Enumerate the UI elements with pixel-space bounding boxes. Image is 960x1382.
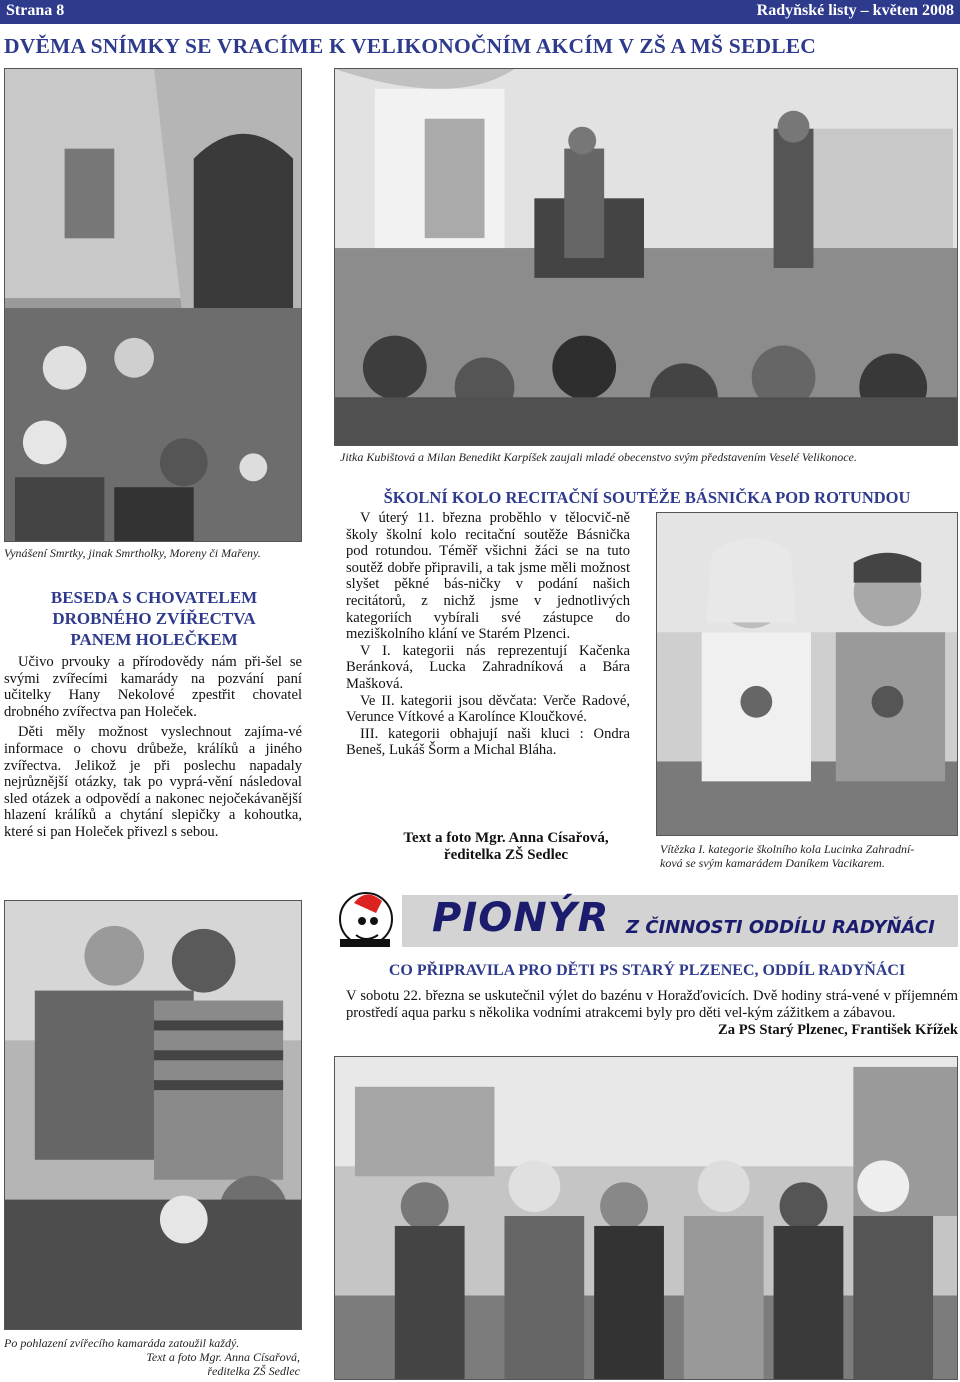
caption-pohlazeni-line2: Text a foto Mgr. Anna Císařová, [146, 1350, 300, 1364]
recitace-paragraph: V úterý 11. března proběhlo v tělocvič-ně školy školní kolo recitační soutěže Básnička pod rotundou. Téměř všichni žáci se na tuto soutěž dobře připravili, a tak jsme měli možnost slyšet pěkné bás-ničky v podání našich recitátorů, z nichž jsme v jednotlivých kategoriích vybírali své zástupce do meziškolního klání ve Starém Plzenci. [346, 510, 630, 643]
recitace-paragraph: V I. kategorii nás reprezentují Kačenka Beránková, Lucka Zahradníková a Bára Mašková. [346, 642, 630, 692]
page-number: Strana 8 [6, 2, 65, 19]
recitace-paragraph: III. kategorii obhajují naši kluci : Ondra Beneš, Lukáš Šorm a Michal Bláha. [346, 725, 630, 759]
pionyr-banner-subtitle: Z ČINNOSTI ODDÍLU RADYŇÁCI [626, 917, 935, 938]
pionyr-logo-icon [336, 883, 406, 957]
caption-vitezka [660, 842, 960, 870]
recitace-credit [380, 830, 632, 864]
caption-vitezka-line1: Vítězka I. kategorie školního kola Lucinka Zahradní- [660, 842, 915, 856]
photo-smrtka [4, 68, 302, 542]
beseda-title-line2: DROBNÉHO ZVÍŘECTVA [52, 609, 256, 628]
recitace-credit-line2: ředitelka ZŠ Sedlec [443, 847, 569, 863]
beseda-paragraph: Děti měly možnost vyslechnout zajíma-vé informace o chovu drůbeže, králíků a jiného zvířectva. Jelikož je při poslechu napadaly nejrůznější otázky, tak po vyprá-vění následoval sled otázek a odpovědí a nakonec nejočekávanější hlazení králíků a chytání slepičky a kohoutka, které si pan Holeček přivezl s sebou. [4, 724, 302, 840]
caption-pohlazeni-line1: Po pohlazení zvířecího kamaráda zatoužil každý. [4, 1336, 240, 1350]
pionyr-title: CO PŘIPRAVILA PRO DĚTI PS STARÝ PLZENEC, ODDÍL RADYŇÁCI [388, 962, 906, 979]
photo-vitezka [656, 512, 958, 836]
beseda-title-line3: PANEM HOLEČKEM [70, 630, 238, 649]
main-title: DVĚMA SNÍMKY SE VRACÍME K VELIKONOČNÍM AKCÍM V ZŠ A MŠ SEDLEC [4, 34, 817, 58]
caption-smrtka: Vynášení Smrtky, jinak Smrtholky, Moreny či Mařeny. [4, 546, 261, 560]
caption-pohlazeni [4, 1336, 304, 1378]
recitace-paragraph: Ve II. kategorii jsou děvčata: Verče Radové, Verunce Vítkové a Karolínce Kloučkové. [346, 692, 630, 726]
beseda-title-line1: BESEDA S CHOVATELEM [50, 588, 258, 607]
beseda-paragraph: Učivo prvouky a přírodovědy nám při-šel se svými zvířecími kamarády na pozvání paní učitelky Hany Nekolové zpestřit chovatel drobného zvířectva pan Holeček. [4, 654, 302, 720]
recitace-title: ŠKOLNÍ KOLO RECITAČNÍ SOUTĚŽE BÁSNIČKA POD ROTUNDOU [383, 488, 911, 507]
issue-label: Radyňské listy – květen 2008 [756, 2, 954, 19]
photo-holecek [4, 900, 302, 1330]
beseda-text [4, 654, 302, 841]
pionyr-banner [336, 883, 958, 957]
pionyr-banner-title: PIONÝR [432, 895, 610, 941]
photo-divadlo [334, 68, 958, 446]
page-header [0, 0, 960, 24]
pionyr-text: V sobotu 22. března se uskutečnil výlet do bazénu v Horažďovicích. Dvě hodiny strá-vené v příjemném prostředí aqua parku s několika vodními atrakcemi byly pro děti vel-kým zážitkem a zábavou. [346, 988, 958, 1021]
beseda-title [4, 587, 304, 650]
caption-divadlo: Jitka Kubištová a Milan Benedikt Karpíšek zaujali mladé obecenstvo svým představením Veselé Velikonoce. [340, 450, 857, 464]
photo-pionyr-group [334, 1056, 958, 1380]
caption-pohlazeni-line3: ředitelka ZŠ Sedlec [207, 1364, 300, 1378]
pionyr-author: Za PS Starý Plzenec, František Křížek [718, 1022, 958, 1038]
recitace-credit-line1: Text a foto Mgr. Anna Císařová, [403, 830, 609, 846]
caption-vitezka-line2: ková se svým kamarádem Daníkem Vacikarem. [660, 856, 885, 870]
recitace-text [346, 510, 630, 759]
